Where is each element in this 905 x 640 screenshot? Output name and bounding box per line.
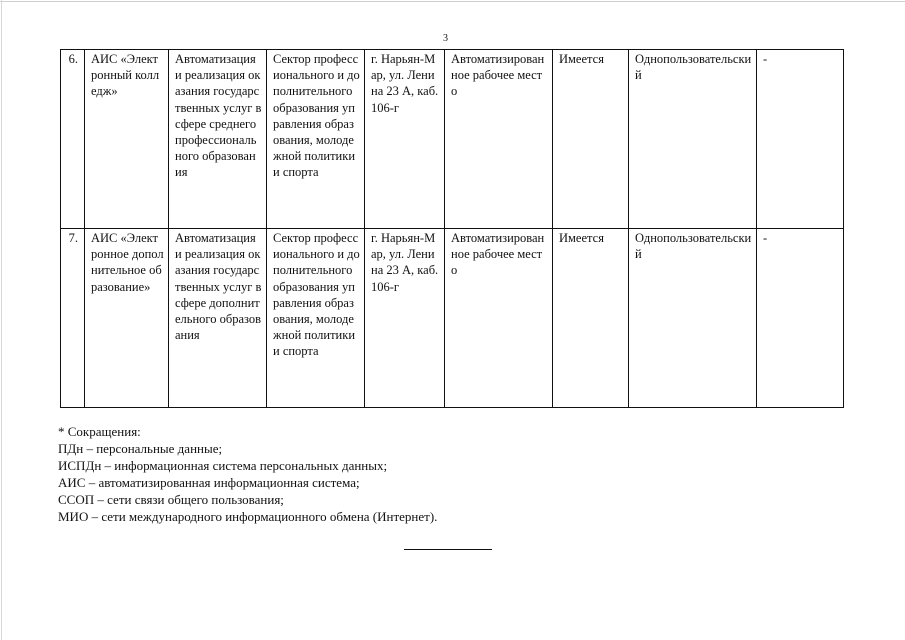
row-number: 6. [61, 50, 85, 229]
system-workplace: Автоматизированное рабочее место [445, 50, 553, 229]
system-mode: Однопользовательский [629, 229, 757, 408]
systems-table [60, 49, 844, 408]
notes-header: * Сокращения: [58, 424, 141, 439]
scan-border-top [0, 1, 905, 2]
system-purpose: Автоматизация и реализация оказания государственных услуг в сфере среднего профессионального образования [169, 50, 267, 229]
scan-border-left [1, 0, 2, 640]
system-availability: Имеется [553, 229, 629, 408]
system-workplace: Автоматизированное рабочее место [445, 229, 553, 408]
table-row [61, 50, 844, 229]
document-end-line [404, 549, 492, 550]
system-note: - [757, 229, 844, 408]
note-item: ИСПДн – информационная система персональных данных; [58, 458, 388, 473]
note-item: ССОП – сети связи общего пользования; [58, 492, 284, 507]
row-number: 7. [61, 229, 85, 408]
system-name: АИС «Электронный колледж» [85, 50, 169, 229]
table-row [61, 229, 844, 408]
system-owner: Сектор профессионального и дополнительного образования управления образования, молодежной политики и спорта [267, 50, 365, 229]
system-name: АИС «Электронное дополнительное образование» [85, 229, 169, 408]
system-address: г. Нарьян-Мар, ул. Ленина 23 А, каб. 106-г [365, 50, 445, 229]
system-note: - [757, 50, 844, 229]
system-owner: Сектор профессионального и дополнительного образования управления образования, молодежной политики и спорта [267, 229, 365, 408]
note-item: ПДн – персональные данные; [58, 441, 223, 456]
note-item: МИО – сети международного информационного обмена (Интернет). [58, 509, 438, 524]
system-purpose: Автоматизация и реализация оказания государственных услуг в сфере дополнительного образования [169, 229, 267, 408]
abbreviations-notes [58, 423, 758, 525]
note-item: АИС – автоматизированная информационная система; [58, 475, 360, 490]
system-availability: Имеется [553, 50, 629, 229]
system-address: г. Нарьян-Мар, ул. Ленина 23 А, каб. 106-г [365, 229, 445, 408]
page-number: 3 [443, 33, 448, 44]
system-mode: Однопользовательский [629, 50, 757, 229]
